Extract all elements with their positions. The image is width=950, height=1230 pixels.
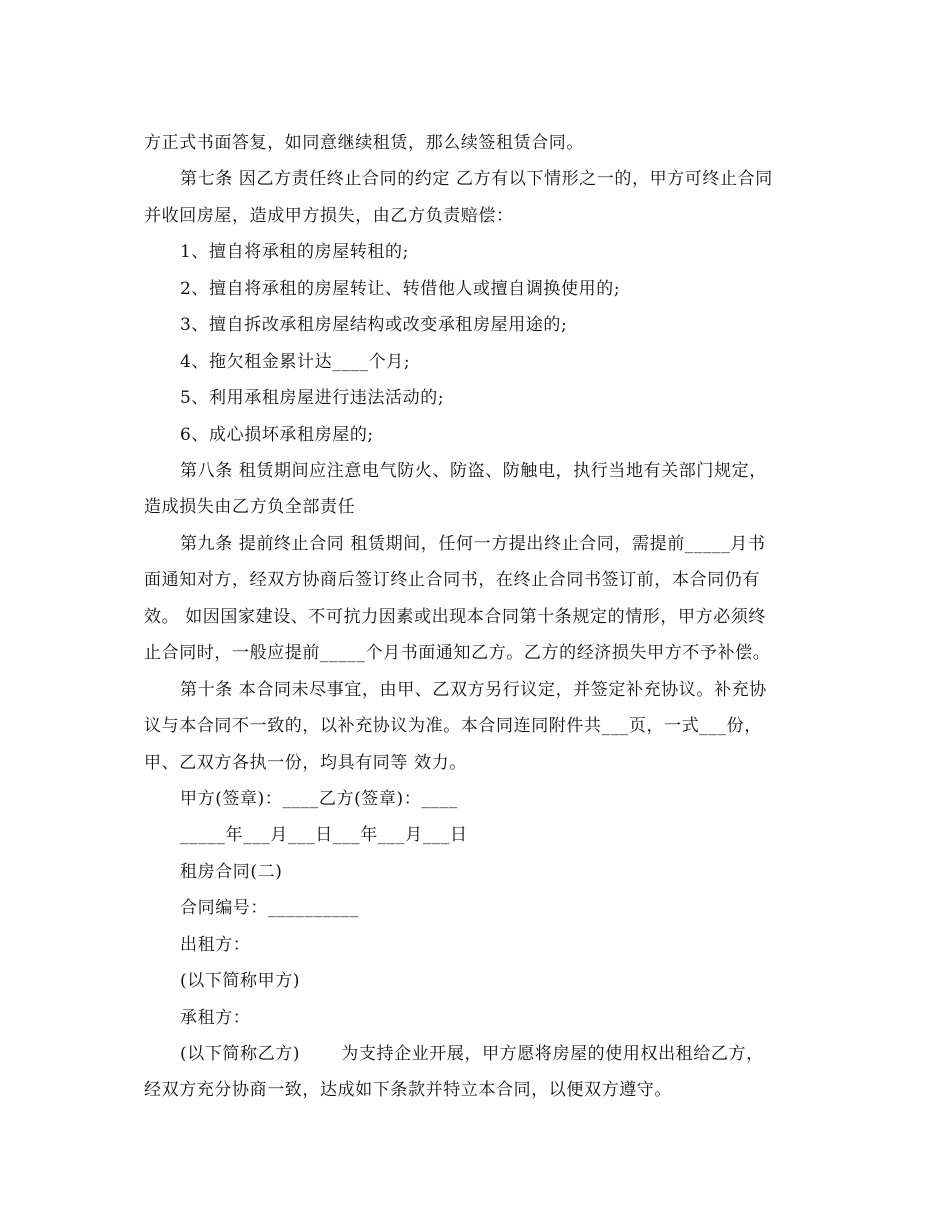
lessor-abbrev: (以下简称甲方) (180, 971, 301, 991)
lessee-label: 承租方： (180, 1008, 251, 1028)
list-item: 4、拖欠租金累计达____个月; (180, 352, 411, 372)
list-item: 3、擅自拆改承租房屋结构或改变承租房屋用途的; (180, 315, 568, 335)
contract-number-line: 合同编号：__________ (180, 898, 359, 918)
text-line: 经双方充分协商一致，达成如下条款并特立本合同，以便双方遵守。 (144, 1080, 672, 1100)
clause-seven-heading: 第七条 因乙方责任终止合同的约定 乙方有以下情形之一的，甲方可终止合同 (180, 169, 773, 189)
list-item: 2、擅自将承租的房屋转让、转借他人或擅自调换使用的; (180, 279, 621, 299)
text-line: 方正式书面答复，如同意继续租赁，那么续签租赁合同。 (144, 133, 584, 153)
date-line: _____年___月___日___年___月___日 (180, 825, 468, 845)
signature-line: 甲方(签章)：____乙方(签章)：____ (180, 789, 458, 809)
text-line: 造成损失由乙方负全部责任 (144, 497, 356, 517)
text-line: 议与本合同不一致的，以补充协议为准。本合同连同附件共___页，一式___份， (144, 716, 762, 736)
text-line: 面通知对方，经双方协商后签订终止合同书，在终止合同书签订前，本合同仍有 (144, 570, 760, 590)
clause-ten-heading: 第十条 本合同未尽事宜，由甲、乙双方另行议定，并签定补充协议。补充协 (180, 680, 767, 700)
text-line: 止合同时，一般应提前_____个月书面通知乙方。乙方的经济损失甲方不予补偿。 (144, 643, 771, 663)
lessee-abbrev: (以下简称乙方) 为支持企业开展，甲方愿将房屋的使用权出租给乙方， (180, 1044, 764, 1064)
list-item: 1、擅自将承租的房屋转租的; (180, 242, 409, 262)
text-line: 效。 如因国家建设、不可抗力因素或出现本合同第十条规定的情形，甲方必须终 (144, 607, 767, 627)
clause-nine-heading: 第九条 提前终止合同 租赁期间，任何一方提出终止合同，需提前_____月书 (180, 534, 766, 554)
clause-eight-heading: 第八条 租赁期间应注意电气防火、防盗、防触电，执行当地有关部门规定， (180, 461, 767, 481)
list-item: 6、成心损坏承租房屋的; (180, 425, 374, 445)
text-line: 甲、乙双方各执一份，均具有同等 效力。 (144, 753, 467, 773)
list-item: 5、利用承租房屋进行违法活动的; (180, 388, 445, 408)
contract-two-title: 租房合同(二) (180, 862, 283, 882)
text-line: 并收回房屋，造成甲方损失，由乙方负责赔偿： (144, 206, 514, 226)
lessor-label: 出租方： (180, 935, 251, 955)
